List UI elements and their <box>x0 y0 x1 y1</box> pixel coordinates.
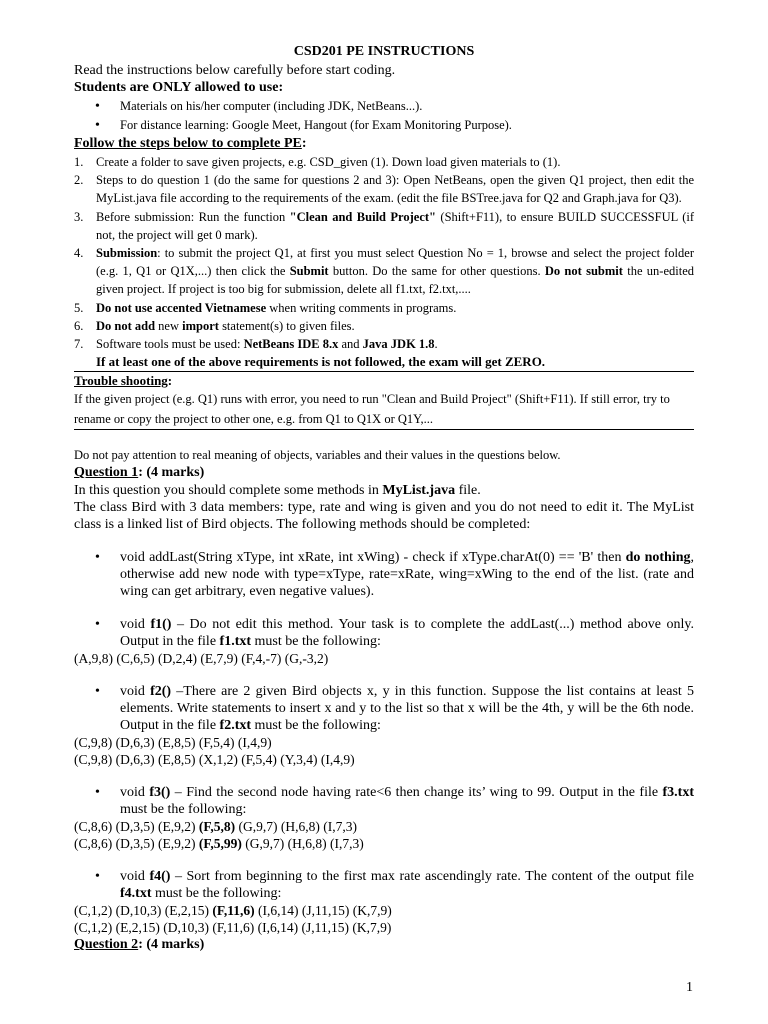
method-text: must be the following: <box>120 802 247 818</box>
step-number: 2. <box>74 173 84 188</box>
step-bold: import <box>182 318 219 333</box>
trouble-heading <box>74 372 694 390</box>
method-text: , otherwise add new node with type=xType, rate=xRate, wing=xWing to the end of the list. (rate and wing can get arbitrary, even negative values). <box>120 550 694 600</box>
step-bold: Submission <box>96 246 158 261</box>
step-text: new <box>155 318 183 333</box>
step-text: Steps to do question 1 (do the same for questions 2 and 3): Open NetBeans, open the given Q1 project, then edit the MyList.java file according to the requirements of the exam. (edit the file BSTree.java for Q2 and Graph.java for Q3). <box>96 173 694 206</box>
step-bold: Submit <box>289 264 329 279</box>
bullet-icon: • <box>95 684 100 700</box>
step-number: 7. <box>74 337 84 352</box>
step-item <box>74 171 694 207</box>
step-item <box>74 335 694 353</box>
document-page <box>74 42 694 954</box>
method-bold: f3.txt <box>662 785 695 801</box>
method-f1 <box>74 616 694 650</box>
q1-intro-text: In this question you should complete some methods in <box>74 483 383 499</box>
step-item <box>74 208 694 244</box>
steps-list <box>74 153 694 353</box>
list-item: • Materials on his/her computer (including JDK, NetBeans...). <box>74 97 694 116</box>
method-bold: f3() <box>149 785 171 801</box>
step-text: (Shift+F11), to ensure BUILD SUCCESSFUL (if not, the project will get 0 mark). <box>96 209 695 242</box>
steps-heading <box>74 135 694 153</box>
output-text: (C,8,6) (D,3,5) (E,9,2) <box>74 836 199 852</box>
step-bold: NetBeans IDE 8.x <box>243 337 339 352</box>
f2-output-before: (C,9,8) (D,6,3) (E,8,5) (F,5,4) (I,4,9) <box>74 735 272 751</box>
output-text: (I,6,14) (J,11,15) (K,7,9) <box>254 903 392 919</box>
output-text: (G,9,7) (H,6,8) (I,7,3) <box>241 836 364 852</box>
method-text: void <box>120 785 150 801</box>
output-bold: (F,5,99) <box>198 836 242 852</box>
step-bold: Do not submit <box>544 264 623 279</box>
method-bold: f2.txt <box>219 718 252 734</box>
step-text: Software tools must be used: <box>96 337 244 352</box>
zero-warning: If at least one of the above requirements is not followed, the exam will get ZERO. <box>96 354 546 370</box>
step-text: and <box>338 337 363 352</box>
q1-intro-file: MyList.java <box>382 483 456 499</box>
output-text: (G,9,7) (H,6,8) (I,7,3) <box>235 819 357 835</box>
bullet-icon: • <box>95 869 100 885</box>
method-text: – Do not edit this method. Your task is to complete the addLast(...) method above only. Output in the file <box>120 617 694 650</box>
step-item <box>74 244 694 299</box>
method-text: void <box>120 617 151 633</box>
intro-text: Read the instructions below carefully before start coding. <box>74 63 396 78</box>
step-bold: "Clean and Build Project" <box>289 209 436 224</box>
q1-intro-text: file. <box>455 483 481 499</box>
step-text: when writing comments in programs. <box>266 300 457 315</box>
q2-heading-text: Question 2 <box>74 937 139 953</box>
bullet-icon: • <box>95 550 100 566</box>
method-bold: f1.txt <box>219 634 252 650</box>
method-text: – Sort from beginning to the first max rate ascendingly rate. The content of the output file <box>170 869 694 885</box>
step-bold: Do not use accented Vietnamese <box>96 300 267 315</box>
step-item <box>74 153 694 171</box>
method-addlast <box>74 549 694 600</box>
method-text: void <box>120 869 150 885</box>
bullet-icon: • <box>95 617 100 633</box>
trouble-text: If the given project (e.g. Q1) runs with error, you need to run "Clean and Build Project" (Shift+F11). If still error, try to rename or copy the project to other one, e.g. from Q1 to Q1X or Q1Y,... <box>74 392 670 426</box>
document-title: CSD201 PE INSTRUCTIONS <box>293 44 475 59</box>
step-item <box>74 299 694 317</box>
bullet-icon: • <box>95 785 100 801</box>
method-bold: f2() <box>150 684 172 700</box>
output-bold: (F,5,8) <box>198 819 236 835</box>
output-text: (C,1,2) (D,10,3) (E,2,15) <box>74 903 213 919</box>
method-f2 <box>74 683 694 734</box>
step-text: : to submit the project Q1, at first you must select Question No = 1, browse and select the project folder (e.g. 1, Q1 or Q1X,...) then click the <box>96 246 694 279</box>
f2-output-after: (C,9,8) (D,6,3) (E,8,5) (X,1,2) (F,5,4) (Y,3,4) (I,4,9) <box>74 752 355 768</box>
q1-heading <box>74 464 694 482</box>
method-bold: f1() <box>150 617 172 633</box>
step-number: 3. <box>74 209 84 224</box>
step-text: Create a folder to save given projects, e.g. CSD_given (1). Down load given materials to (1). <box>96 155 561 169</box>
f3-output-after <box>74 835 694 852</box>
step-text: . <box>434 337 438 352</box>
f3-output-before <box>74 818 694 835</box>
q1-intro <box>74 482 694 499</box>
page-number: 1 <box>686 980 693 995</box>
method-text: –There are 2 given Bird objects x, y in this function. Suppose the list contains at least 5 elements. Write statements to insert x and y to the list so that x will be the 4th, y will be the 6th node. Output in the file <box>120 684 694 734</box>
q1-description: The class Bird with 3 data members: type, rate and wing is given and you do not need to edit it. The MyList class is a linked list of Bird objects. The following methods should be completed: <box>74 500 694 533</box>
method-text: must be the following: <box>251 634 381 650</box>
allowed-heading: Students are ONLY allowed to use: <box>74 80 284 95</box>
q1-marks: : (4 marks) <box>138 465 205 481</box>
step-text: the un-edited given project. If project is too big for submission, delete all f1.txt, f2.txt,.... <box>96 264 694 297</box>
q2-heading <box>74 936 694 954</box>
f4-output-after: (C,1,2) (E,2,15) (D,10,3) (F,11,6) (I,6,14) (J,11,15) (K,7,9) <box>74 920 392 936</box>
method-text: void addLast(String xType, int xRate, int xWing) - check if xType.charAt(0) == 'B' then <box>120 550 626 566</box>
steps-heading-text: Follow the steps below to complete PE <box>74 136 302 151</box>
method-f3 <box>74 784 694 818</box>
trouble-heading-colon: : <box>167 373 173 389</box>
method-bold: f4() <box>149 869 171 885</box>
output-text: (C,8,6) (D,3,5) (E,9,2) <box>74 819 199 835</box>
note-text: Do not pay attention to real meaning of objects, variables and their values in the questions below. <box>74 448 561 463</box>
method-text: must be the following: <box>151 886 282 902</box>
step-number: 5. <box>74 300 84 315</box>
step-text: Before submission: Run the function <box>96 209 290 224</box>
method-bold: do nothing <box>625 550 691 566</box>
method-f4 <box>74 868 694 902</box>
step-number: 6. <box>74 318 84 333</box>
method-text: void <box>120 684 151 700</box>
f1-output: (A,9,8) (C,6,5) (D,2,4) (E,7,9) (F,4,-7) (G,-3,2) <box>74 651 329 667</box>
trouble-heading-text: Trouble shooting <box>74 373 168 389</box>
step-number: 1. <box>74 155 84 169</box>
allowed-list <box>74 97 694 135</box>
step-bold: Do not add <box>96 318 156 333</box>
q2-marks: : (4 marks) <box>138 937 205 953</box>
steps-heading-colon: : <box>301 136 307 151</box>
method-text: – Find the second node having rate<6 then change its’ wing to 99. Output in the file <box>170 785 663 801</box>
step-text: button. Do the same for other questions. <box>328 264 545 279</box>
method-text: must be the following: <box>251 718 381 734</box>
output-bold: (F,11,6) <box>212 903 255 919</box>
step-number: 4. <box>74 246 84 261</box>
list-item: • For distance learning: Google Meet, Hangout (for Exam Monitoring Purpose). <box>74 116 694 135</box>
step-item <box>74 317 694 335</box>
step-text: statement(s) to given files. <box>218 318 355 333</box>
method-bold: f4.txt <box>120 886 152 902</box>
step-bold: Java JDK 1.8 <box>362 337 435 352</box>
f4-output-before <box>74 902 694 919</box>
q1-heading-text: Question 1 <box>74 465 139 481</box>
